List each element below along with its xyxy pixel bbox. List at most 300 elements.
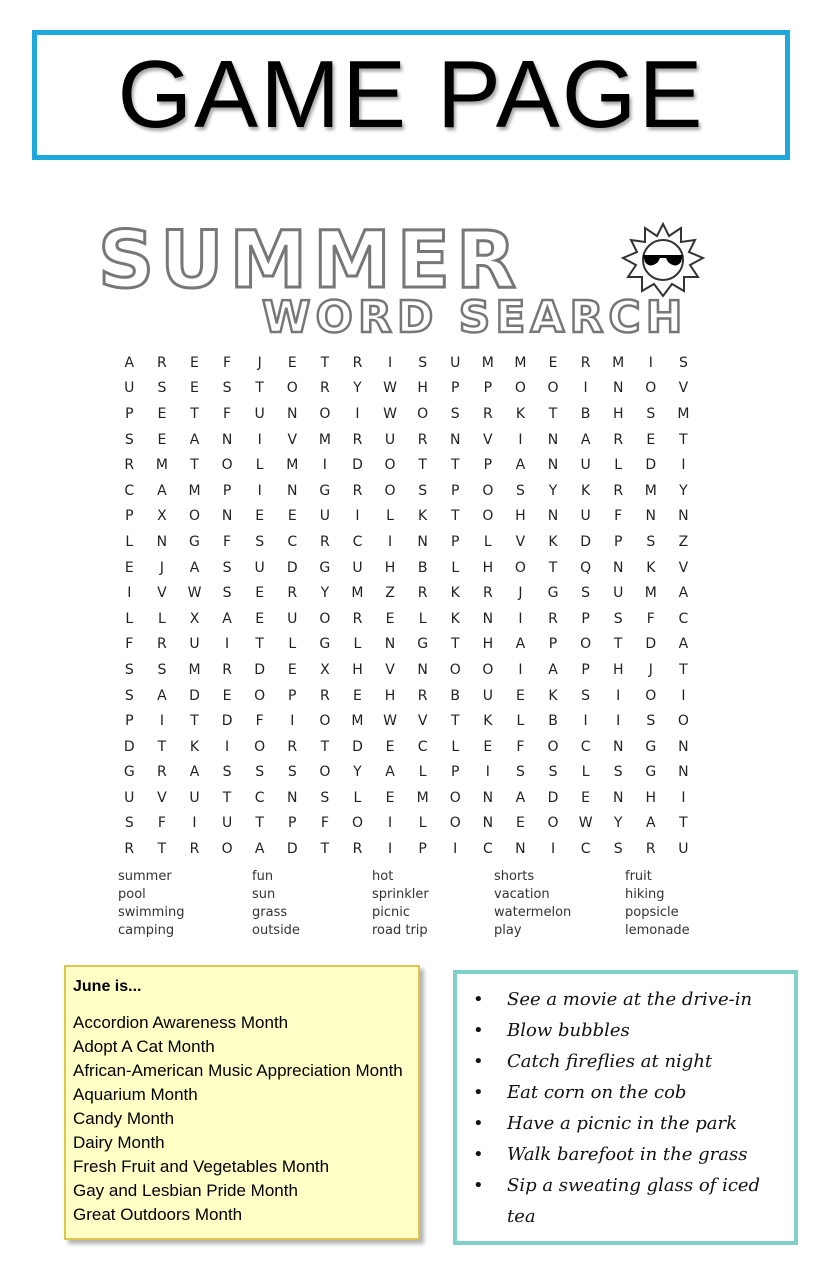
grid-letter: S [646,533,656,550]
bullet-icon: • [473,1051,484,1072]
word-list-item: fun [252,869,274,884]
bullet-icon: • [473,1113,484,1134]
grid-letter: L [418,764,427,781]
grid-letter: I [648,354,653,371]
grid-letter: A [385,764,395,781]
grid-letter: P [288,687,297,704]
grid-letter: I [387,354,393,371]
word-list-item: picnic [372,905,411,920]
grid-letter: O [384,457,396,474]
grid-letter: C [678,610,689,627]
grid-letter: R [124,457,135,474]
grid-letter: K [515,405,526,422]
word-list-item: vacation [494,887,550,902]
word-list-column [118,868,184,940]
grid-letter: N [156,533,168,550]
grid-letter: O [547,380,559,397]
grid-letter: E [646,431,656,448]
june-observances-box [64,965,420,1240]
grid-letter: K [646,559,656,576]
grid-letter: R [287,738,298,755]
grid-letter: P [581,610,590,627]
grid-letter: S [287,764,297,781]
word-list-item: hiking [625,887,665,902]
grid-letter: T [255,380,264,397]
grid-letter: R [352,482,363,499]
grid-letter: U [613,585,624,602]
grid-letter: M [612,354,625,371]
grid-letter: L [516,713,525,730]
grid-letter: A [580,431,591,448]
grid-letter: E [255,508,265,525]
grid-letter: N [449,431,461,448]
grid-letter: B [417,559,428,576]
grid-letter: U [124,380,135,397]
grid-letter: E [124,559,134,576]
grid-letter: A [548,661,558,678]
word-list-item: pool [118,887,146,902]
grid-letter: P [125,508,134,525]
grid-letter: I [257,431,262,448]
bullet-icon: • [473,989,484,1010]
grid-letter: V [385,661,395,678]
grid-letter: S [646,713,656,730]
grid-letter: U [352,559,363,576]
grid-letter: F [516,738,525,755]
grid-letter: O [449,661,461,678]
grid-letter: O [221,841,233,858]
grid-letter: E [287,354,297,371]
idea-text: Blow bubbles [507,1020,630,1041]
grid-letter: W [383,380,397,397]
grid-letter: E [581,789,591,806]
grid-letter: H [417,380,428,397]
grid-letter: O [188,508,200,525]
grid-letter: E [385,610,395,627]
grid-letter: G [319,636,331,653]
grid-letter: S [548,764,558,781]
grid-letter: A [222,610,232,627]
grid-letter: N [221,508,233,525]
grid-letter: O [482,482,494,499]
word-list-item: hot [372,869,394,884]
grid-letter: S [222,559,232,576]
grid-letter: D [221,713,233,730]
grid-letter: B [580,405,591,422]
grid-letter: O [547,738,559,755]
june-item: Candy Month [73,1109,175,1128]
grid-letter: O [221,457,233,474]
word-list-item: road trip [372,923,428,938]
grid-letter: R [548,610,558,627]
grid-letter: M [644,585,657,602]
grid-letter: N [612,559,624,576]
idea-text: Walk barefoot in the grass [507,1144,748,1165]
grid-letter: D [645,636,657,653]
grid-letter: E [157,431,167,448]
grid-letter: H [352,661,363,678]
grid-letter: S [678,354,688,371]
word-list-column [372,868,429,940]
word-list-item: shorts [494,869,535,884]
grid-letter: R [319,533,330,550]
grid-letter: U [580,508,591,525]
grid-letter: M [351,713,364,730]
grid-letter: R [157,354,167,371]
grid-letter: E [287,508,297,525]
grid-letter: F [125,636,134,653]
word-list-item: swimming [118,905,185,920]
grid-letter: R [613,431,624,448]
grid-letter: F [614,508,623,525]
grid-letter: W [383,405,397,422]
grid-letter: G [417,636,429,653]
grid-letter: N [678,764,689,781]
grid-letter: I [550,841,556,858]
grid-letter: P [125,713,134,730]
june-item: Fresh Fruit and Vegetables Month [73,1157,330,1176]
grid-letter: X [320,661,330,678]
grid-letter: X [157,508,167,525]
puzzle-title-summer: SUMMER [98,216,523,306]
grid-letter: N [645,508,657,525]
june-item: Aquarium Month [73,1085,198,1104]
grid-letter: T [157,738,167,755]
grid-letter: N [482,789,494,806]
grid-letter: A [189,431,200,448]
grid-letter: M [514,354,527,371]
grid-letter: F [223,405,232,422]
grid-letter: O [482,661,494,678]
grid-letter: K [189,738,200,755]
grid-letter: J [518,585,523,602]
grid-letter: B [548,713,558,730]
idea-item [469,1170,794,1232]
grid-letter: F [320,815,329,832]
grid-letter: O [547,815,559,832]
grid-letter: A [515,457,526,474]
grid-letter: I [681,687,686,704]
grid-letter: V [417,713,428,730]
sun-with-sunglasses-icon [618,222,708,298]
grid-letter: O [254,738,266,755]
grid-letter: R [352,431,363,448]
grid-letter: S [418,354,428,371]
grid-letter: W [383,713,397,730]
grid-letter: M [318,431,331,448]
grid-letter: P [613,533,623,550]
grid-letter: N [515,841,526,858]
grid-letter: R [124,841,135,858]
idea-item [469,1139,794,1170]
idea-text: Sip a sweating glass of iced tea [507,1175,761,1227]
grid-letter: M [644,482,657,499]
grid-letter: I [453,841,458,858]
grid-letter: N [482,610,494,627]
grid-letter: I [127,585,132,602]
grid-letter: R [645,841,656,858]
grid-letter: P [451,380,460,397]
idea-item [469,1046,794,1077]
grid-letter: G [547,585,559,602]
grid-letter: R [222,661,232,678]
grid-letter: T [190,405,199,422]
word-list-item: camping [118,923,175,938]
june-item: Accordion Awareness Month [73,1013,289,1032]
grid-letter: S [320,789,330,806]
grid-letter: L [451,559,460,576]
grid-letter: W [187,585,202,602]
idea-item [469,1015,794,1046]
grid-letter: R [417,431,428,448]
grid-letter: U [221,815,233,832]
grid-letter: A [189,559,200,576]
word-list-column [494,868,571,940]
grid-letter: H [384,559,396,576]
grid-letter: K [548,687,558,704]
grid-letter: T [320,354,330,371]
grid-letter: D [645,457,657,474]
grid-letter: L [483,533,492,550]
grid-letter: R [352,610,363,627]
grid-letter: P [483,380,493,397]
grid-letter: A [678,585,689,602]
grid-letter: K [581,482,591,499]
grid-letter: U [580,457,591,474]
grid-letter: E [287,661,297,678]
grid-letter: P [222,482,232,499]
grid-letter: O [514,380,526,397]
grid-letter: M [481,354,494,371]
grid-letter: L [125,610,134,627]
grid-letter: O [254,687,266,704]
grid-letter: N [417,533,428,550]
bullet-icon: • [473,1144,484,1165]
grid-letter: S [613,841,623,858]
grid-letter: T [255,815,264,832]
grid-letter: R [157,636,167,653]
grid-letter: L [581,764,590,781]
grid-letter: S [581,585,591,602]
june-item: Adopt A Cat Month [73,1037,215,1056]
word-list-item: fruit [625,869,652,884]
grid-letter: S [515,482,525,499]
june-item: Dairy Month [73,1133,165,1152]
idea-item [469,1077,794,1108]
grid-letter: L [451,738,460,755]
grid-letter: N [417,661,428,678]
grid-letter: D [123,738,135,755]
grid-letter: R [287,585,298,602]
grid-letter: X [189,610,200,627]
grid-letter: R [613,482,624,499]
grid-letter: E [353,687,362,704]
grid-letter: M [677,405,690,422]
grid-letter: E [190,380,199,397]
word-list-item: lemonade [625,923,690,938]
grid-letter: D [352,457,363,474]
grid-letter: O [580,636,592,653]
grid-letter: M [286,457,299,474]
grid-letter: U [450,354,461,371]
grid-letter: Y [320,585,330,602]
grid-letter: S [581,687,591,704]
grid-letter: I [192,815,197,832]
grid-letter: T [450,636,460,653]
grid-letter: L [386,508,394,525]
grid-letter: I [290,713,295,730]
word-list-item: watermelon [494,905,572,920]
grid-letter: F [646,610,655,627]
grid-letter: R [352,354,363,371]
grid-letter: E [255,585,265,602]
grid-letter: F [223,533,232,550]
grid-letter: K [450,585,460,602]
grid-letter: T [190,457,199,474]
grid-letter: T [548,559,558,576]
grid-letter: T [450,457,460,474]
grid-letter: N [384,636,396,653]
grid-letter: S [613,610,623,627]
bullet-icon: • [473,1175,484,1196]
grid-letter: A [124,354,135,371]
grid-letter: M [155,457,168,474]
grid-letter: T [450,713,460,730]
grid-letter: O [286,380,298,397]
grid-letter: Y [613,815,623,832]
grid-letter: L [157,610,166,627]
grid-letter: U [189,636,200,653]
grid-letter: N [678,508,689,525]
grid-letter: I [387,841,393,858]
grid-letter: B [450,687,461,704]
grid-letter: H [384,687,396,704]
grid-letter: N [612,789,624,806]
grid-letter: S [255,764,265,781]
word-list-item: summer [118,869,172,884]
grid-letter: R [482,585,493,602]
grid-letter: S [157,661,167,678]
grid-letter: I [518,661,523,678]
grid-letter: C [254,789,265,806]
grid-letter: C [482,841,493,858]
grid-letter: T [679,661,688,678]
word-search-grid [113,350,700,862]
grid-letter: R [352,841,363,858]
grid-letter: I [518,610,523,627]
grid-letter: H [612,661,624,678]
grid-letter: I [583,380,588,397]
grid-letter: M [188,661,201,678]
grid-letter: P [451,764,460,781]
grid-letter: N [482,815,494,832]
grid-letter: S [222,380,232,397]
idea-text: Catch fireflies at night [507,1051,713,1072]
grid-letter: E [385,738,395,755]
grid-letter: C [580,738,591,755]
grid-letter: M [416,789,429,806]
grid-letter: D [547,789,559,806]
grid-letter: E [548,354,558,371]
grid-letter: K [483,713,493,730]
grid-letter: A [515,789,526,806]
grid-letter: F [223,354,232,371]
grid-letter: J [648,661,653,678]
grid-letter: U [384,431,396,448]
grid-letter: U [254,405,265,422]
grid-letter: L [255,457,264,474]
grid-letter: G [123,764,135,781]
grid-letter: T [418,457,427,474]
grid-letter: N [612,380,624,397]
grid-letter: S [124,687,134,704]
grid-letter: T [613,636,623,653]
grid-letter: K [450,610,460,627]
grid-letter: I [355,405,360,422]
grid-letter: T [320,738,330,755]
grid-letter: S [255,533,265,550]
grid-letter: N [612,738,624,755]
grid-letter: L [418,815,427,832]
grid-letter: A [678,636,689,653]
grid-letter: Z [678,533,689,550]
grid-letter: V [483,431,493,448]
grid-letter: N [678,738,689,755]
grid-letter: T [320,841,330,858]
grid-letter: N [287,405,298,422]
grid-letter: D [189,687,200,704]
grid-letter: A [157,687,167,704]
grid-letter: S [450,405,460,422]
page-header [32,30,790,160]
grid-letter: I [518,431,523,448]
grid-letter: G [645,764,657,781]
grid-letter: P [418,841,427,858]
grid-letter: W [578,815,593,832]
grid-letter: J [257,354,262,371]
grid-letter: O [449,789,461,806]
grid-letter: K [418,508,428,525]
grid-letter: S [515,764,525,781]
grid-letter: Y [679,482,688,499]
grid-letter: S [124,431,134,448]
grid-letter: S [124,815,134,832]
grid-letter: K [548,533,558,550]
word-list-item: sprinkler [372,887,429,902]
idea-item [469,984,794,1015]
word-list [118,868,718,944]
grid-letter: E [190,354,199,371]
grid-letter: R [417,585,428,602]
grid-letter: R [319,687,330,704]
word-list-item: play [494,923,522,938]
grid-letter: I [387,533,393,550]
grid-letter: V [515,533,526,550]
grid-letter: R [157,764,167,781]
grid-letter: E [157,405,167,422]
grid-letter: I [583,713,588,730]
puzzle-title-word-search: WORD SEARCH [262,292,688,343]
grid-letter: T [548,405,558,422]
grid-letter: U [482,687,493,704]
grid-letter: D [286,841,298,858]
grid-letter: O [645,380,657,397]
grid-letter: T [157,841,167,858]
grid-letter: T [679,815,688,832]
idea-text: See a movie at the drive-in [507,989,753,1010]
grid-letter: Z [385,585,395,602]
grid-letter: O [677,713,689,730]
